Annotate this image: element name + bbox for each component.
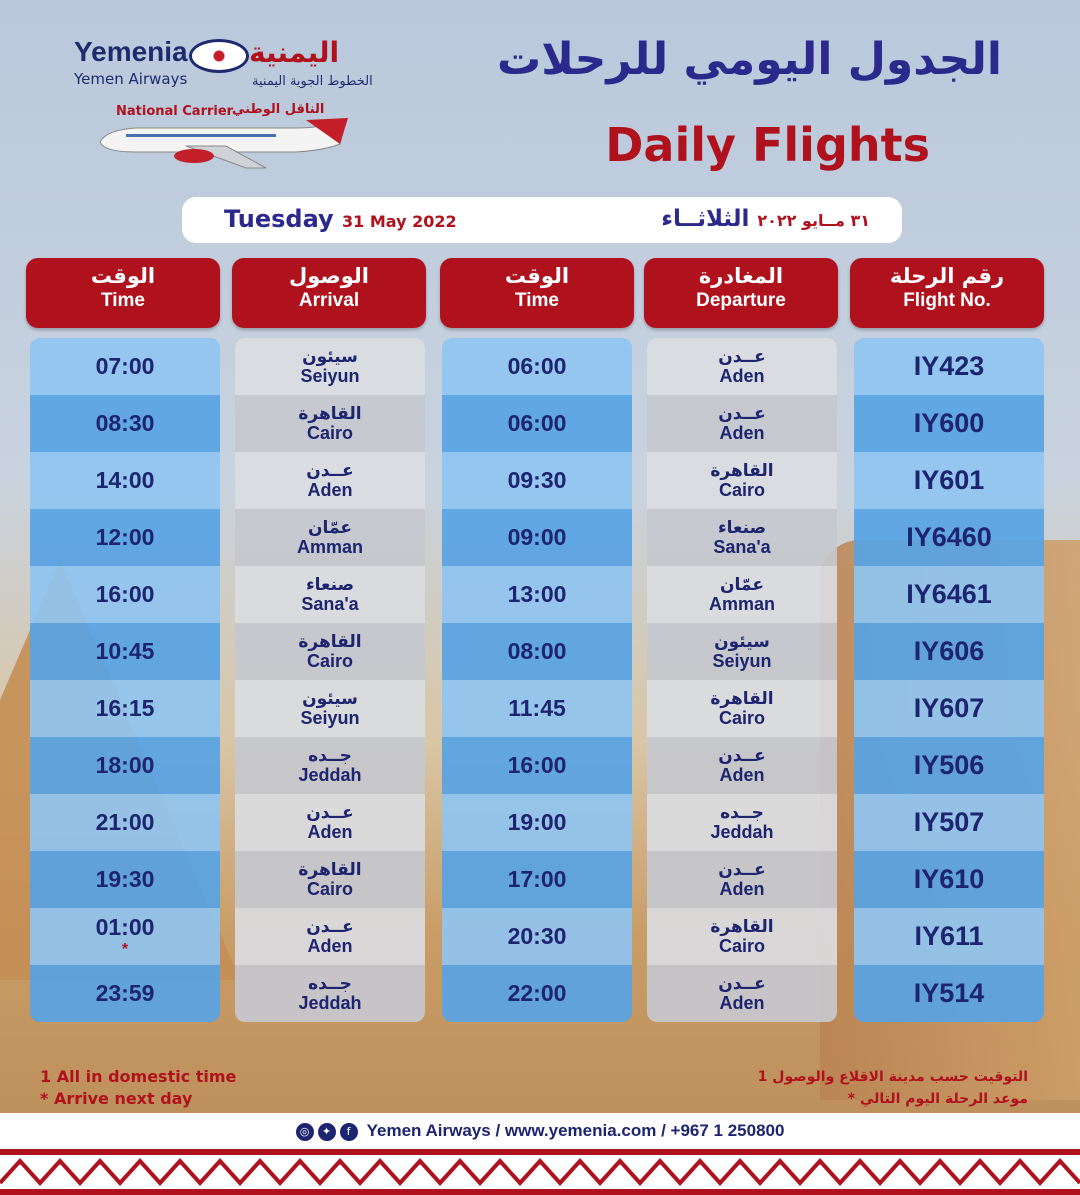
- departure-time-cell: 09:00: [442, 509, 632, 566]
- instagram-icon[interactable]: ◎: [296, 1123, 314, 1141]
- arrival-city-ar: القاهرة: [298, 403, 362, 424]
- flight-no-column: [854, 338, 1044, 1022]
- decorative-pattern: [0, 1149, 1080, 1195]
- arrival-time-cell: [30, 737, 220, 794]
- next-day-marker: *: [121, 941, 129, 958]
- departure-city-en: Aden: [719, 992, 765, 1013]
- header-label-ar: الوقت: [90, 264, 156, 288]
- flight-no-cell: IY423: [854, 338, 1044, 395]
- departure-city-cell: [647, 965, 837, 1022]
- departure-time-cell: 19:00: [442, 794, 632, 851]
- departure-city-en: Cairo: [718, 935, 765, 956]
- note-ar-2: * موعد الرحلة اليوم التالي: [847, 1091, 1028, 1107]
- arrival-time-cell: [30, 566, 220, 623]
- header-departure: [644, 258, 838, 328]
- departure-city-ar: عــدن: [718, 745, 766, 766]
- departure-city-cell: [647, 680, 837, 737]
- date-ar: [661, 206, 870, 232]
- arrival-time-value: 10:45: [95, 638, 155, 664]
- departure-city-en: Aden: [719, 365, 765, 386]
- departure-city-cell: [647, 452, 837, 509]
- flight-no-cell: IY600: [854, 395, 1044, 452]
- note-en-1: 1 All in domestic time: [40, 1067, 237, 1086]
- arrival-city-cell: [235, 965, 425, 1022]
- flight-no-cell: IY6461: [854, 566, 1044, 623]
- departure-city-en: Cairo: [718, 479, 765, 500]
- logo-name-ar: اليمنية: [249, 36, 340, 69]
- departure-time-cell: 06:00: [442, 395, 632, 452]
- twitter-icon[interactable]: ✦: [318, 1123, 336, 1141]
- arrival-city-en: Aden: [307, 479, 353, 500]
- arrival-city-en: Aden: [307, 821, 353, 842]
- departure-city-ar: صنعاء: [717, 517, 767, 538]
- day-ar: الثلاثــاء: [661, 206, 750, 232]
- departure-column: [647, 338, 837, 1022]
- header-label-en: Arrival: [298, 290, 360, 311]
- header-label-ar: الوصول: [289, 264, 369, 288]
- flight-no-cell: IY506: [854, 737, 1044, 794]
- carrier-label-en: National Carrier: [116, 104, 234, 119]
- arrival-city-cell: [235, 851, 425, 908]
- departure-city-en: Jeddah: [710, 821, 774, 842]
- departure-time-column: [442, 338, 632, 1022]
- departure-city-cell: [647, 338, 837, 395]
- departure-city-en: Cairo: [718, 707, 765, 728]
- arrival-city-en: Jeddah: [298, 992, 362, 1013]
- page-title-ar: الجدول اليومي للرحلات: [497, 34, 1002, 85]
- arrival-time-cell: [30, 908, 220, 965]
- departure-city-ar: القاهرة: [710, 688, 774, 709]
- arrival-time-cell: [30, 851, 220, 908]
- departure-city-en: Seiyun: [712, 650, 772, 671]
- arrival-city-ar: عــدن: [306, 802, 354, 823]
- arrival-city-ar: سيئون: [302, 688, 358, 709]
- arrival-time-value: 07:00: [95, 353, 155, 379]
- arrival-city-en: Cairo: [306, 650, 353, 671]
- flight-no-cell: IY610: [854, 851, 1044, 908]
- departure-city-cell: [647, 623, 837, 680]
- arrival-city-ar: القاهرة: [298, 859, 362, 880]
- departure-time-cell: 11:45: [442, 680, 632, 737]
- header-label-ar: الوقت: [504, 264, 570, 288]
- arrival-time-cell: [30, 680, 220, 737]
- arrival-city-cell: [235, 680, 425, 737]
- airline-logo: [74, 36, 374, 119]
- note-ar-1: التوقيت حسب مدينة الاقلاع والوصول 1: [757, 1069, 1028, 1085]
- flight-no-cell: IY514: [854, 965, 1044, 1022]
- arrival-time-cell: [30, 509, 220, 566]
- day-en: Tuesday: [224, 205, 334, 233]
- departure-city-cell: [647, 509, 837, 566]
- arrival-city-cell: [235, 908, 425, 965]
- arrival-city-en: Amman: [296, 536, 363, 557]
- departure-city-cell: [647, 566, 837, 623]
- departure-city-en: Amman: [708, 593, 775, 614]
- departure-time-cell: 22:00: [442, 965, 632, 1022]
- departure-city-ar: سيئون: [714, 631, 770, 652]
- date-en: [224, 205, 457, 233]
- arrival-city-en: Seiyun: [300, 707, 360, 728]
- departure-city-cell: [647, 395, 837, 452]
- arrival-time-value: 16:00: [95, 581, 155, 607]
- departure-city-ar: عــدن: [718, 403, 766, 424]
- flight-no-cell: IY507: [854, 794, 1044, 851]
- departure-time-cell: 06:00: [442, 338, 632, 395]
- departure-city-cell: [647, 908, 837, 965]
- footer-contact[interactable]: Yemen Airways / www.yemenia.com / +967 1 250800: [366, 1121, 785, 1140]
- arrival-city-en: Seiyun: [300, 365, 360, 386]
- arrival-column: [235, 338, 425, 1022]
- page-title-en: Daily Flights: [605, 118, 930, 172]
- header-arrival: [232, 258, 426, 328]
- arrival-city-cell: [235, 623, 425, 680]
- facebook-icon[interactable]: f: [340, 1123, 358, 1141]
- departure-time-cell: 13:00: [442, 566, 632, 623]
- header-label-en: Time: [100, 290, 145, 311]
- date-value-en: 31 May 2022: [342, 212, 457, 231]
- departure-city-en: Sana'a: [713, 536, 771, 557]
- departure-time-cell: 09:30: [442, 452, 632, 509]
- arrival-city-ar: عــدن: [306, 460, 354, 481]
- flight-no-cell: IY606: [854, 623, 1044, 680]
- arrival-time-cell: [30, 395, 220, 452]
- arrival-city-cell: [235, 566, 425, 623]
- arrival-time-value: 14:00: [95, 467, 155, 493]
- carrier-label-ar: الناقل الوطني: [232, 102, 325, 117]
- arrival-time-value: 23:59: [95, 980, 155, 1006]
- arrival-time-value: 01:00: [95, 914, 155, 940]
- arrival-city-ar: صنعاء: [305, 574, 355, 595]
- arrival-city-cell: [235, 794, 425, 851]
- logo-sub-en: Yemen Airways: [74, 70, 188, 88]
- departure-time-cell: 20:30: [442, 908, 632, 965]
- arrival-time-column: [30, 338, 220, 1022]
- arrival-city-en: Cairo: [306, 878, 353, 899]
- departure-city-cell: [647, 737, 837, 794]
- header-label-en: Flight No.: [903, 290, 991, 311]
- airplane-icon: [96, 116, 352, 172]
- arrival-time-value: 21:00: [95, 809, 155, 835]
- date-value-ar: ٣١ مــايو ٢٠٢٢: [757, 211, 870, 230]
- arrival-city-en: Jeddah: [298, 764, 362, 785]
- departure-city-en: Aden: [719, 764, 765, 785]
- flight-no-cell: IY611: [854, 908, 1044, 965]
- departure-city-ar: عــدن: [718, 973, 766, 994]
- header-label-ar: رقم الرحلة: [889, 264, 1005, 288]
- header-label-en: Departure: [696, 290, 786, 311]
- departure-city-ar: عــدن: [718, 859, 766, 880]
- arrival-time-cell: [30, 965, 220, 1022]
- header-label-en: Time: [514, 290, 559, 311]
- arrival-city-cell: [235, 737, 425, 794]
- logo-name-en: Yemenia: [74, 36, 188, 67]
- arrival-city-cell: [235, 395, 425, 452]
- departure-city-ar: عــدن: [718, 346, 766, 367]
- arrival-city-ar: عــدن: [306, 916, 354, 937]
- departure-city-en: Aden: [719, 878, 765, 899]
- arrival-time-value: 19:30: [95, 866, 155, 892]
- header-label-ar: المغادرة: [698, 264, 784, 288]
- arrival-city-cell: [235, 509, 425, 566]
- departure-city-ar: القاهرة: [710, 460, 774, 481]
- flight-no-cell: IY607: [854, 680, 1044, 737]
- header-arrival-time: [26, 258, 220, 328]
- arrival-time-cell: [30, 623, 220, 680]
- arrival-city-ar: القاهرة: [298, 631, 362, 652]
- footer: [0, 1113, 1080, 1149]
- arrival-time-cell: [30, 338, 220, 395]
- departure-time-cell: 17:00: [442, 851, 632, 908]
- date-bar: [182, 197, 902, 243]
- departure-city-ar: عمّان: [720, 574, 764, 595]
- departure-city-ar: جــده: [720, 802, 764, 823]
- notes-ar: [758, 1066, 1028, 1110]
- header-departure-time: [440, 258, 634, 328]
- arrival-time-value: 12:00: [95, 524, 155, 550]
- notes-en: [40, 1066, 236, 1110]
- arrival-city-ar: جــده: [308, 973, 352, 994]
- logo-emblem-icon: [189, 39, 249, 73]
- arrival-time-value: 16:15: [95, 695, 155, 721]
- departure-time-cell: 08:00: [442, 623, 632, 680]
- arrival-city-cell: [235, 452, 425, 509]
- arrival-city-en: Cairo: [306, 422, 353, 443]
- note-en-2: * Arrive next day: [40, 1089, 193, 1108]
- arrival-city-en: Sana'a: [301, 593, 359, 614]
- departure-city-cell: [647, 794, 837, 851]
- flight-no-cell: IY601: [854, 452, 1044, 509]
- departure-city-en: Aden: [719, 422, 765, 443]
- arrival-city-ar: عمّان: [308, 517, 352, 538]
- arrival-city-en: Aden: [307, 935, 353, 956]
- header-flight-no: [850, 258, 1044, 328]
- arrival-time-cell: [30, 794, 220, 851]
- logo-sub-ar: الخطوط الجوية اليمنية: [252, 74, 373, 89]
- flight-no-cell: IY6460: [854, 509, 1044, 566]
- arrival-time-value: 08:30: [95, 410, 155, 436]
- arrival-time-cell: [30, 452, 220, 509]
- departure-time-cell: 16:00: [442, 737, 632, 794]
- departure-city-ar: القاهرة: [710, 916, 774, 937]
- arrival-time-value: 18:00: [95, 752, 155, 778]
- arrival-city-cell: [235, 338, 425, 395]
- arrival-city-ar: سيئون: [302, 346, 358, 367]
- arrival-city-ar: جــده: [308, 745, 352, 766]
- departure-city-cell: [647, 851, 837, 908]
